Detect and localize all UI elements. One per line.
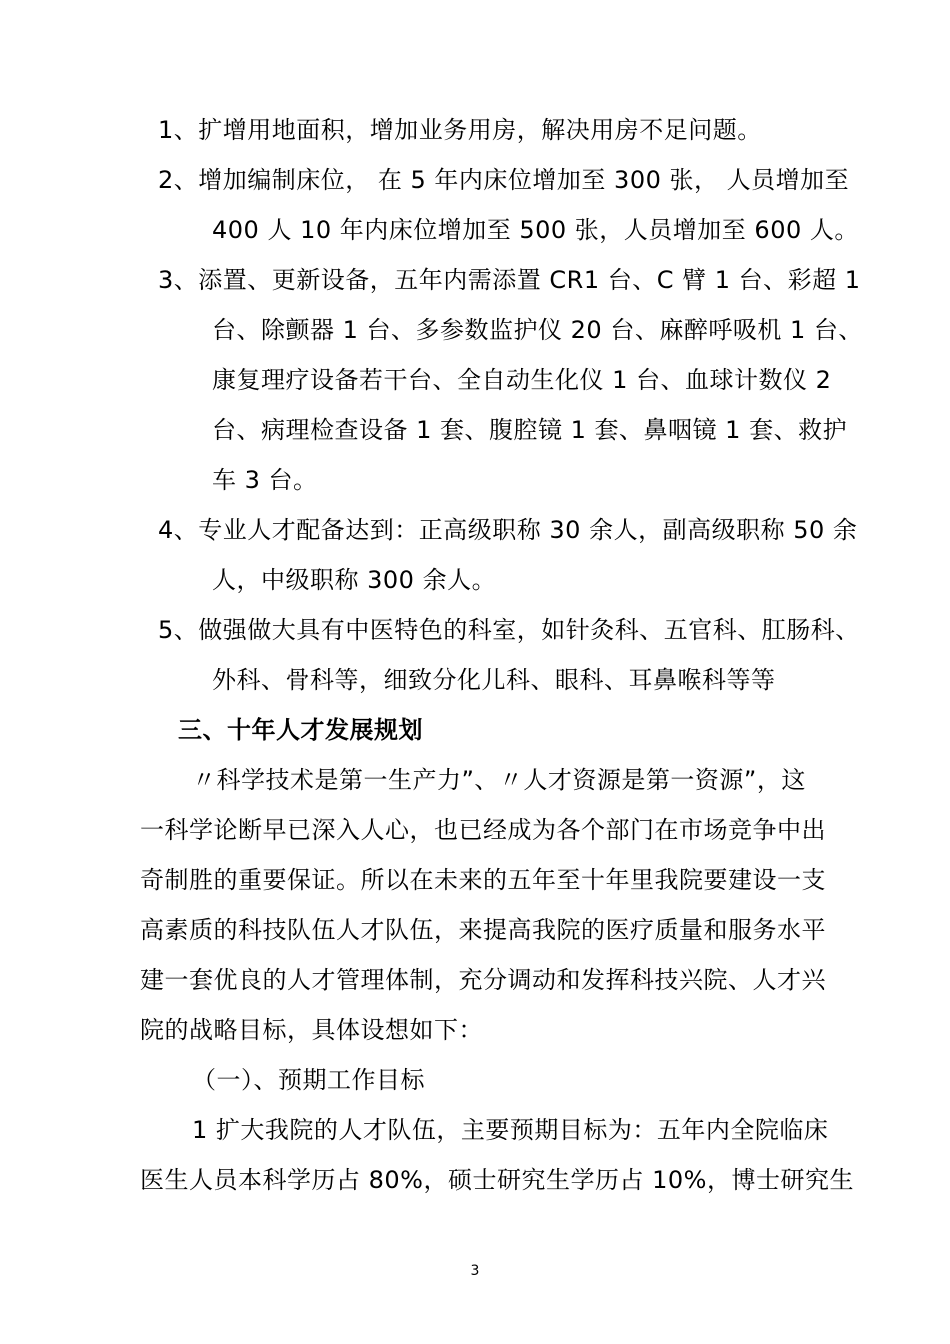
subsection-heading: （一）、预期工作目标 [192, 1066, 425, 1094]
paragraph-line: 1 扩大我院的人才队伍，主要预期目标为：五年内全院临床 [192, 1116, 829, 1144]
page-number: 3 [470, 1263, 480, 1279]
list-item-3-continued: 康复理疗设备若干台、全自动生化仪 1 台、血球计数仪 2 [212, 366, 832, 394]
list-item-3: 3、添置、更新设备，五年内需添置 CR1 台、C 臂 1 台、彩超 1 [158, 266, 861, 294]
list-item-2-continued: 400 人 10 年内床位增加至 500 张，人员增加至 600 人。 [212, 216, 859, 244]
list-item-5: 5、做强做大具有中医特色的科室，如针灸科、五官科、肛肠科、 [158, 616, 860, 644]
list-item-3-continued: 台、除颤器 1 台、多参数监护仪 20 台、麻醉呼吸机 1 台、 [212, 316, 863, 344]
list-item-2: 2、增加编制床位， 在 5 年内床位增加至 300 张， 人员增加至 [158, 166, 850, 194]
list-item-5-continued: 外科、骨科等，细致分化儿科、眼科、耳鼻喉科等等 [212, 666, 776, 694]
paragraph-line: 医生人员本科学历占 80%，硕士研究生学历占 10%，博士研究生 [140, 1166, 854, 1194]
paragraph-line: 一科学论断早已深入人心，也已经成为各个部门在市场竞争中出 [140, 816, 826, 844]
paragraph-line: 高素质的科技队伍人才队伍，来提高我院的医疗质量和服务水平 [140, 916, 826, 944]
list-item-3-continued: 台、病理检查设备 1 套、腹腔镜 1 套、鼻咽镜 1 套、救护 [212, 416, 848, 444]
list-item-4-continued: 人，中级职称 300 余人。 [212, 566, 497, 594]
section-heading: 三、十年人才发展规划 [178, 716, 423, 744]
paragraph-line: 院的战略目标，具体设想如下： [140, 1016, 483, 1044]
paragraph-line: 奇制胜的重要保证。所以在未来的五年至十年里我院要建设一支 [140, 866, 826, 894]
paragraph-line: 〃科学技术是第一生产力”、〃人才资源是第一资源”，这 [192, 766, 806, 794]
list-item-4: 4、专业人才配备达到：正高级职称 30 余人，副高级职称 50 余 [158, 516, 858, 544]
list-item-3-continued: 车 3 台。 [212, 466, 318, 494]
list-item-1: 1、扩增用地面积，增加业务用房，解决用房不足问题。 [158, 116, 762, 144]
paragraph-line: 建一套优良的人才管理体制，充分调动和发挥科技兴院、人才兴 [140, 966, 826, 994]
